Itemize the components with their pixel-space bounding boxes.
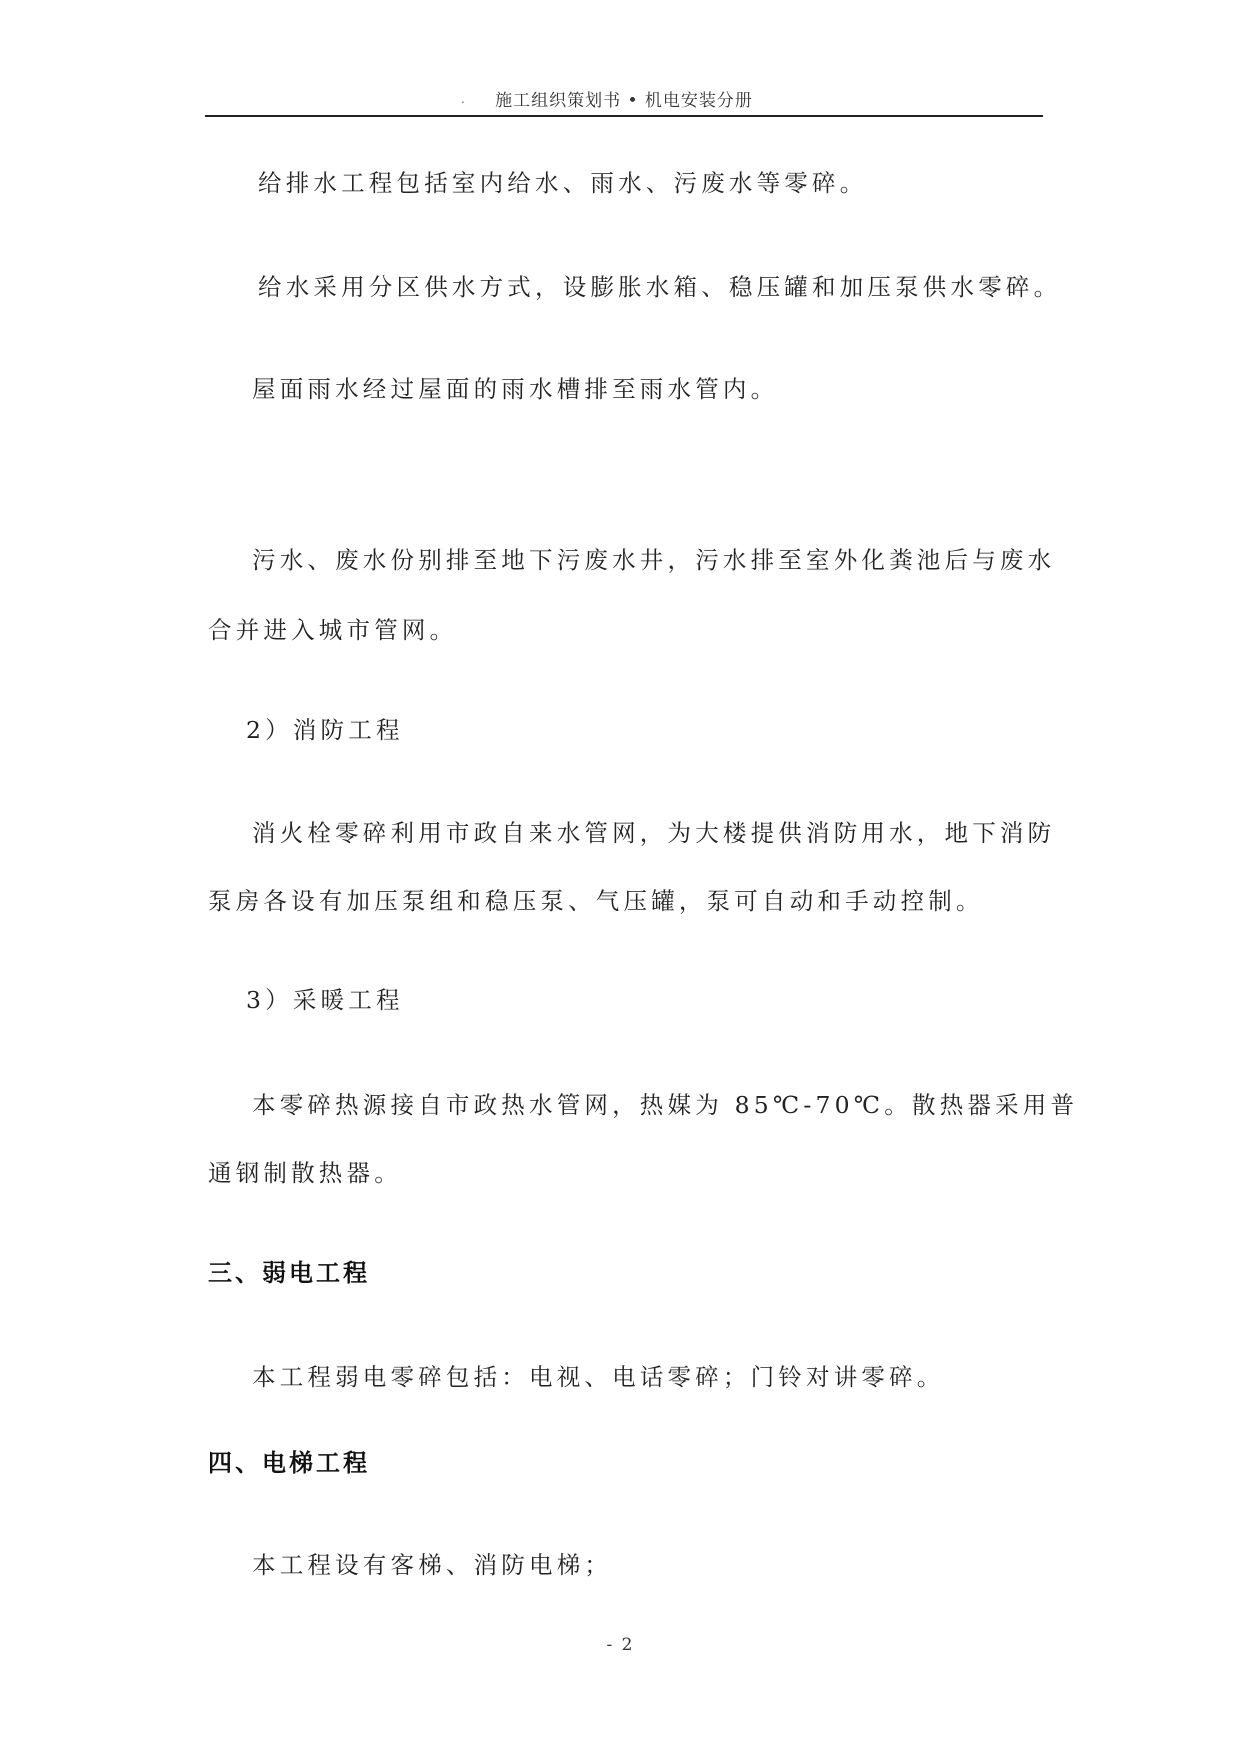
- header-dot: .: [461, 92, 465, 106]
- paragraph-hydrant-line-2: 泵房各设有加压泵组和稳压泵、气压罐，泵可自动和手动控制。: [208, 887, 984, 915]
- paragraph-low-voltage: 本工程弱电零碎包括：电视、电话零碎；门铃对讲零碎。: [252, 1363, 945, 1391]
- paragraph-heat-source-line-2: 通钢制散热器。: [208, 1159, 402, 1187]
- paragraph-water-supply-drainage: 给排水工程包括室内给水、雨水、污废水等零碎。: [258, 169, 868, 197]
- page-header: [205, 86, 1043, 114]
- paragraph-elevator: 本工程设有客梯、消防电梯；: [252, 1551, 613, 1579]
- header-rule: [205, 115, 1043, 117]
- item-fire-protection: 2）消防工程: [246, 716, 404, 744]
- header-title: 施工组织策划书 • 机电安装分册: [495, 91, 753, 111]
- paragraph-hydrant-line-1: 消火栓零碎利用市政自来水管网，为大楼提供消防用水，地下消防: [252, 819, 1056, 847]
- section-heading-low-voltage: 三、弱电工程: [208, 1259, 370, 1287]
- paragraph-sewage-line-1: 污水、废水份别排至地下污废水井，污水排至室外化粪池后与废水: [252, 546, 1056, 574]
- paragraph-roof-rainwater: 屋面雨水经过屋面的雨水槽排至雨水管内。: [252, 375, 779, 403]
- paragraph-sewage-line-2: 合并进入城市管网。: [208, 616, 458, 644]
- section-heading-elevator: 四、电梯工程: [208, 1449, 370, 1477]
- item-heating: 3）采暖工程: [246, 986, 404, 1014]
- paragraph-heat-source-line-1: 本零碎热源接自市政热水管网，热媒为 85℃-70℃。散热器采用普: [252, 1091, 1079, 1119]
- paragraph-water-supply-method: 给水采用分区供水方式，设膨胀水箱、稳压罐和加压泵供水零碎。: [258, 273, 1062, 301]
- page-number: - 2: [606, 1635, 635, 1655]
